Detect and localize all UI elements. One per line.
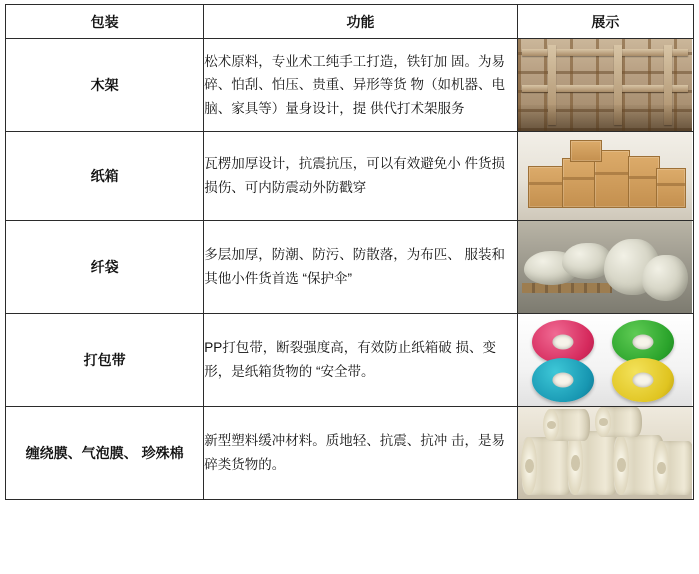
packaging-image-cell-carton [517,132,693,221]
woven-bags-photo [518,221,692,313]
carton-boxes-photo [518,132,692,220]
table-body [6,39,694,500]
packaging-name-woven-bag: 纤袋 [6,221,204,314]
table-row [6,314,694,407]
packaging-function-wood-crate: 松术原料，专业术工纯手工打造，铁钉加 固。为易碎、怕刮、怕压、贵重、异形等货 物（如机器、电脑、家具等）量身设计，提 供代打术架服务 [204,39,517,132]
packaging-name-carton: 纸箱 [6,132,204,221]
stretch-film-rolls-photo [518,407,692,499]
packaging-table [5,4,694,500]
table-row [6,39,694,132]
packaging-image-cell-woven-bag [517,221,693,314]
packaging-table-page [0,4,699,574]
packaging-name-wood-crate: 木架 [6,39,204,132]
column-header-packaging: 包装 [6,5,204,39]
packaging-name-strapping: 打包带 [6,314,204,407]
packaging-function-woven-bag: 多层加厚，防潮、防污、防散落，为布匹、 服装和其他小件货首选 “保护伞” [204,221,517,314]
table-row [6,407,694,500]
packaging-function-carton: 瓦楞加厚设计，抗震抗压，可以有效避免小 件货损损伤、可内防震动外防戳穿 [204,132,517,221]
packaging-image-cell-stretch-film [517,407,693,500]
packaging-image-cell-strapping [517,314,693,407]
column-header-function: 功能 [204,5,517,39]
packaging-function-strapping: PP打包带，断裂强度高，有效防止纸箱破 损、变形，是纸箱货物的 “安全带。 [204,314,517,407]
packaging-function-stretch-film: 新型塑料缓冲材料。质地轻、抗震、抗冲 击，是易碎类货物的。 [204,407,517,500]
packaging-name-stretch-film: 缠绕膜、气泡膜、 珍殊棉 [6,407,204,500]
table-row [6,221,694,314]
column-header-display: 展示 [517,5,693,39]
table-row [6,132,694,221]
wood-crate-photo [518,39,692,131]
table-header-row [6,5,694,39]
strapping-reels-photo [518,314,692,406]
table-header [6,5,694,39]
packaging-image-cell-wood-crate [517,39,693,132]
